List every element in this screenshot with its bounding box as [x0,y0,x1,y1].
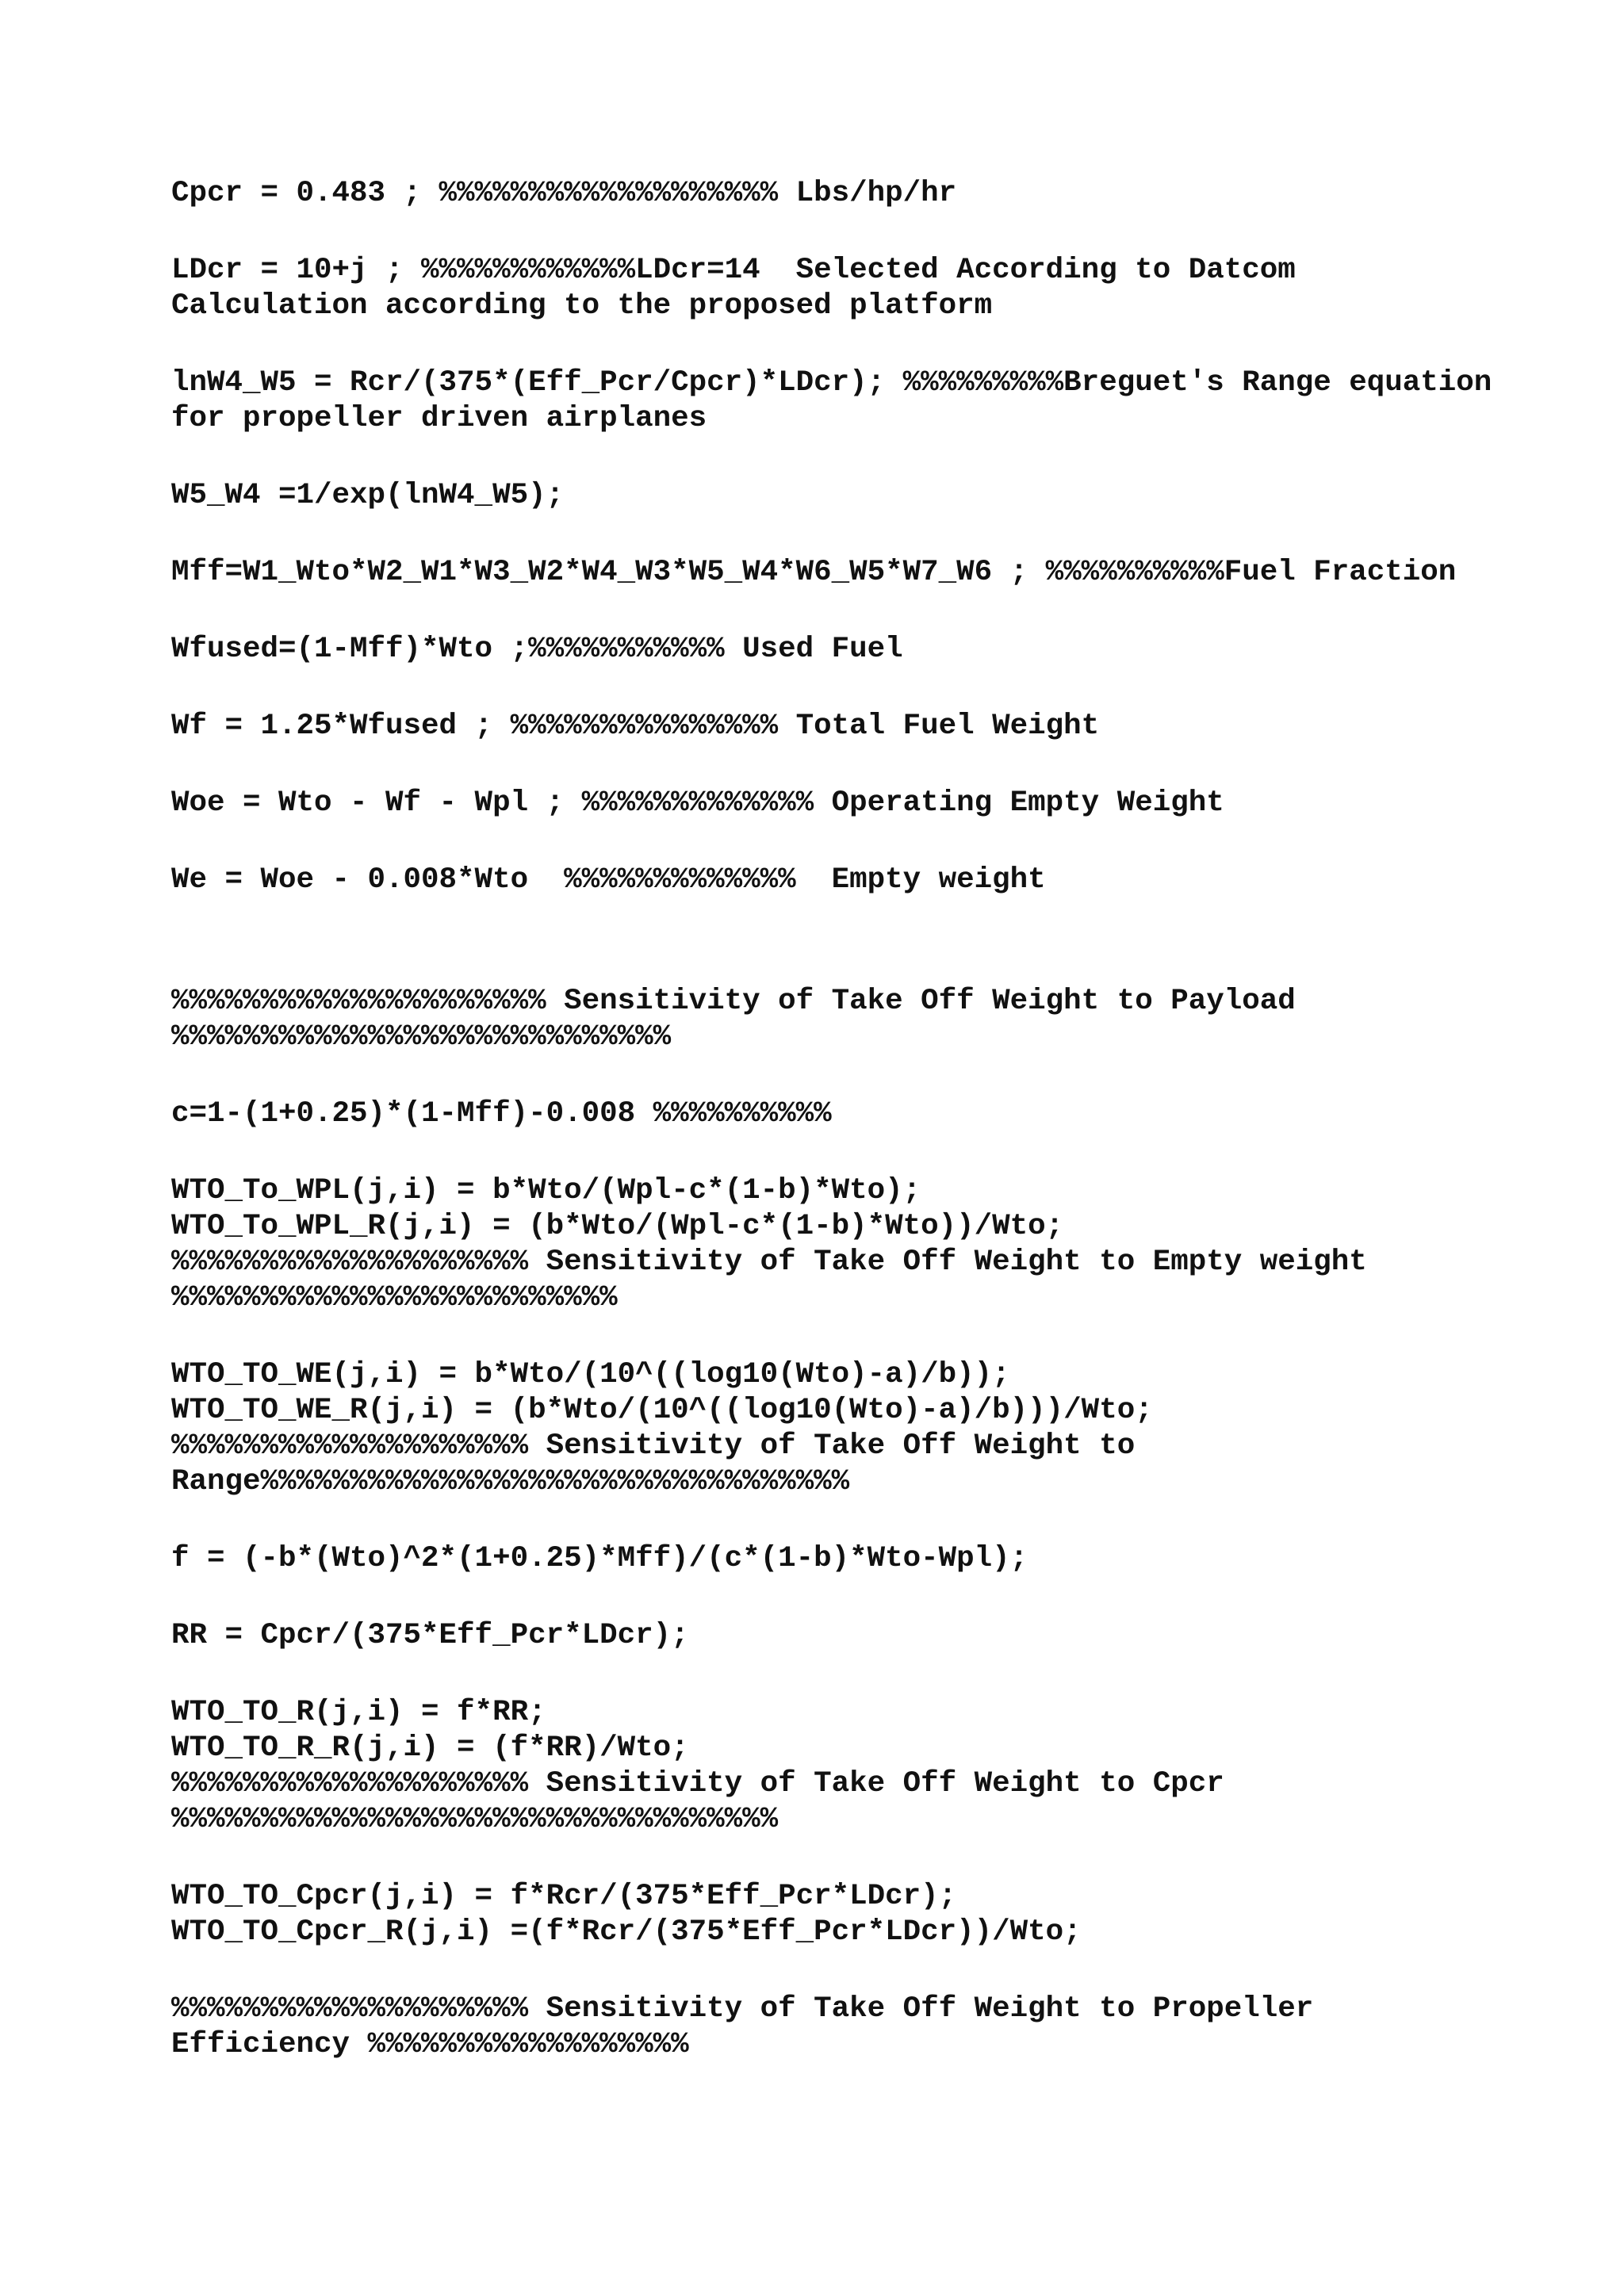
code-block [171,478,1591,514]
code-line: LDcr = 10+j ; %%%%%%%%%%%%LDcr=14 Selected According to Datcom [171,254,1296,287]
code-line: lnW4_W5 = Rcr/(375*(Eff_Pcr/Cpcr)*LDcr); %%%%%%%%%Breguet's Range equation [171,366,1492,400]
code-line: We = Woe - 0.008*Wto %%%%%%%%%%%%% Empty weight [171,863,1046,897]
section-comment: %%%%%%%%%%%%%%%%%%%% Sensitivity of Take Off Weight to [171,1429,1136,1463]
code-block [171,365,1591,437]
code-block [171,1541,1591,1577]
code-line: f = (-b*(Wto)^2*(1+0.25)*Mff)/(c*(1-b)*Wto-Wpl); [171,1542,1028,1575]
code-line: Mff=W1_Wto*W2_W1*W3_W2*W4_W3*W5_W4*W6_W5*W7_W6 ; %%%%%%%%%%Fuel Fraction [171,556,1457,589]
code-line: WTO_TO_WE(j,i) = b*Wto/(10^((log10(Wto)-a)/b)); [171,1358,1010,1391]
code-line: WTO_TO_Cpcr(j,i) = f*Rcr/(375*Eff_Pcr*LDcr); [171,1880,957,1913]
section-comment: %%%%%%%%%%%%%%%%%%%% Sensitivity of Take Off Weight to Cpcr [171,1767,1224,1800]
code-block [171,632,1591,668]
section-comment: %%%%%%%%%%%%%%%%%%%%% Sensitivity of Take Off Weight to Payload [171,985,1296,1018]
code-block [171,709,1591,744]
code-block [171,786,1591,821]
code-listing [171,176,1591,2104]
code-block [171,1695,1591,1838]
code-block [171,863,1591,898]
code-block [171,1096,1591,1132]
code-block [171,1992,1591,2063]
code-line: WTO_TO_R(j,i) = f*RR; [171,1696,546,1729]
section-comment: %%%%%%%%%%%%%%%%%%%%%%%%%%%%%%%%%% [171,1803,779,1836]
code-block [171,176,1591,212]
code-line: Wf = 1.25*Wfused ; %%%%%%%%%%%%%%% Total Fuel Weight [171,710,1100,743]
code-block [171,1618,1591,1654]
code-block [171,1173,1591,1316]
code-line: c=1-(1+0.25)*(1-Mff)-0.008 %%%%%%%%%% [171,1097,832,1131]
code-line: WTO_TO_WE_R(j,i) = (b*Wto/(10^((log10(Wto)-a)/b)))/Wto; [171,1394,1153,1427]
code-line: WTO_To_WPL_R(j,i) = (b*Wto/(Wpl-c*(1-b)*Wto))/Wto; [171,1210,1064,1243]
code-line: W5_W4 =1/exp(lnW4_W5); [171,479,565,512]
code-line: WTO_TO_Cpcr_R(j,i) =(f*Rcr/(375*Eff_Pcr*LDcr))/Wto; [171,1915,1082,1949]
code-block [171,555,1591,591]
code-line: WTO_To_WPL(j,i) = b*Wto/(Wpl-c*(1-b)*Wto); [171,1174,921,1207]
code-line: Wfused=(1-Mff)*Wto ;%%%%%%%%%%% Used Fuel [171,633,903,666]
section-comment: %%%%%%%%%%%%%%%%%%%% Sensitivity of Take Off Weight to Propeller [171,1992,1314,2026]
code-line: for propeller driven airplanes [171,402,707,435]
code-line: Woe = Wto - Wf - Wpl ; %%%%%%%%%%%%% Operating Empty Weight [171,786,1224,820]
section-comment: Range%%%%%%%%%%%%%%%%%%%%%%%%%%%%%%%%% [171,1465,850,1498]
section-comment: %%%%%%%%%%%%%%%%%%%% Sensitivity of Take Off Weight to Empty weight [171,1246,1367,1279]
code-line: Cpcr = 0.483 ; %%%%%%%%%%%%%%%%%%% Lbs/hp/hr [171,177,957,210]
section-comment: Efficiency %%%%%%%%%%%%%%%%%% [171,2028,689,2061]
code-line: Calculation according to the proposed platform [171,289,993,323]
section-comment: %%%%%%%%%%%%%%%%%%%%%%%%%%%% [171,1020,672,1054]
code-block [171,253,1591,324]
section-comment: %%%%%%%%%%%%%%%%%%%%%%%%% [171,1281,618,1314]
code-line: RR = Cpcr/(375*Eff_Pcr*LDcr); [171,1619,689,1652]
code-block [171,1357,1591,1500]
code-line: WTO_TO_R_R(j,i) = (f*RR)/Wto; [171,1732,689,1765]
code-block [171,984,1591,1055]
code-block [171,1879,1591,1950]
